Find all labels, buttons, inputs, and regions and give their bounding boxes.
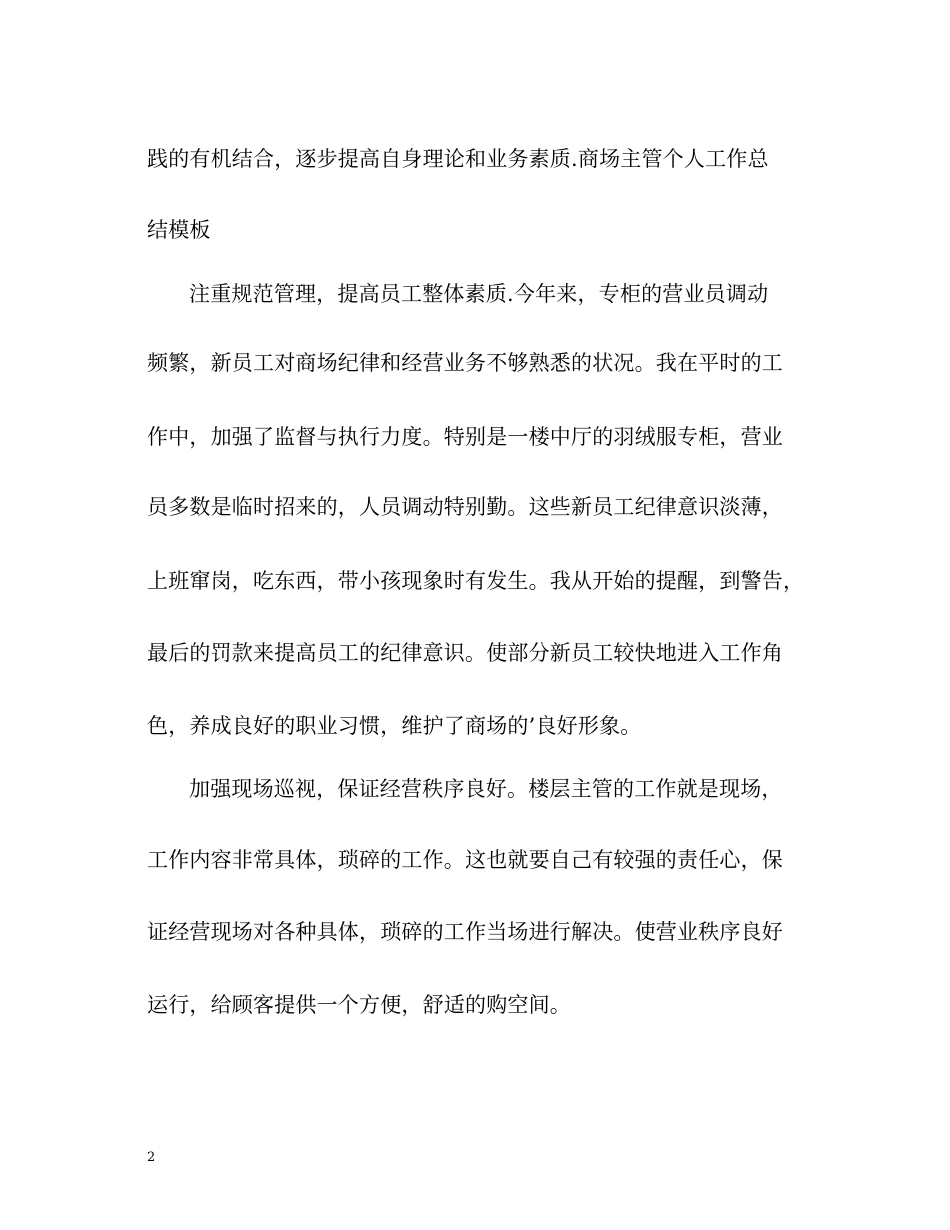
paragraph-2-line-3: 证经营现场对各种具体，琐碎的工作当场进行解决。使营业秩序良好: [147, 920, 783, 944]
paragraph-1-line-5: 上班窜岗，吃东西，带小孩现象时有发生。我从开始的提醒，到警告，: [147, 569, 805, 593]
paragraph-1-line-4: 员多数是临时招来的，人员调动特别勤。这些新员工纪律意识淡薄，: [147, 495, 783, 519]
paragraph-2-line-2: 工作内容非常具体，琐碎的工作。这也就要自己有较强的责任心，保: [147, 848, 783, 872]
text-line-1: 践的有机结合，逐步提高自身理论和业务素质.商场主管个人工作总: [147, 147, 769, 171]
paragraph-2-line-1: 加强现场巡视，保证经营秩序良好。楼层主管的工作就是现场，: [189, 777, 783, 801]
text-line-2: 结模板: [147, 218, 211, 242]
paragraph-1-line-6: 最后的罚款来提高员工的纪律意识。使部分新员工较快地进入工作角: [147, 641, 783, 665]
page-number: 2: [147, 1150, 156, 1165]
paragraph-1-line-1: 注重规范管理，提高员工整体素质.今年来，专柜的营业员调动: [189, 282, 769, 306]
paragraph-1-line-7: 色，养成良好的职业习惯，维护了商场的’良好形象。: [147, 714, 642, 738]
paragraph-1-line-3: 作中，加强了监督与执行力度。特别是一楼中厅的羽绒服专柜，营业: [147, 425, 783, 449]
paragraph-2-line-4: 运行，给顾客提供一个方便，舒适的购空间。: [147, 993, 571, 1017]
paragraph-1-line-2: 频繁，新员工对商场纪律和经营业务不够熟悉的状况。我在平时的工: [147, 351, 783, 375]
